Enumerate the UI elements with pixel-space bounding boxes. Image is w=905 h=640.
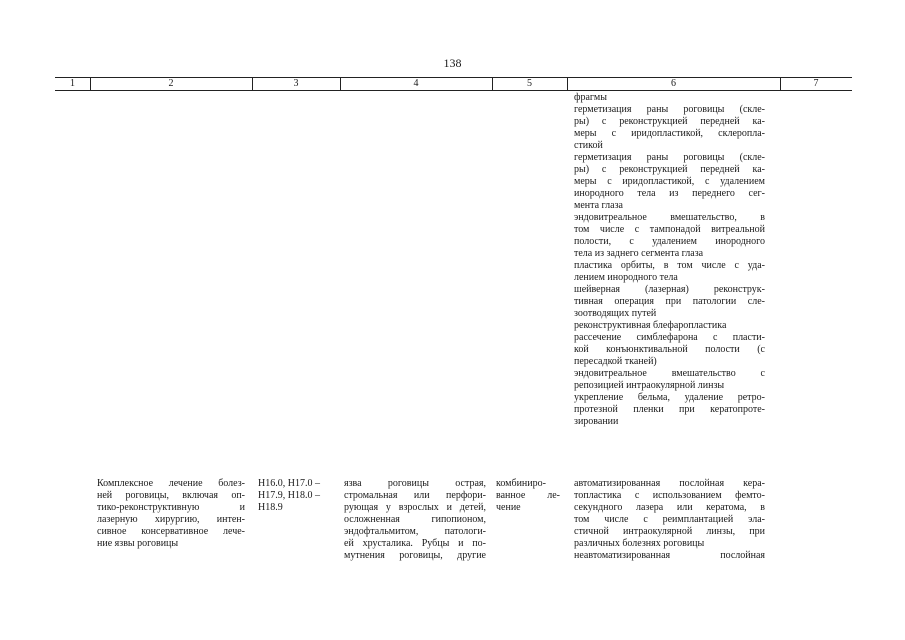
text-line: меры с иридопластикой, склеропла- — [574, 128, 765, 139]
text-line: комбиниро- — [496, 478, 546, 489]
text-line: топластика с использованием фемто- — [574, 490, 765, 501]
intervention-item — [574, 392, 765, 428]
text-line: инородного тела из переднего сег- — [574, 188, 765, 199]
text-line: лением инородного тела — [574, 272, 678, 283]
column-number: 3 — [293, 78, 299, 89]
intervention-item — [574, 368, 765, 392]
text-line: ры) с реконструкцией передней ка- — [574, 116, 765, 127]
text-line: реконструктивная блефаропластика — [574, 320, 727, 331]
treatment-name-cell — [97, 478, 245, 550]
text-line: зировании — [574, 416, 619, 427]
text-line: H16.0, H17.0 – — [258, 478, 320, 489]
text-line: протезной пленки при кератопроте- — [574, 404, 765, 415]
text-line: меры с иридопластикой, с удалением — [574, 176, 765, 187]
text-line: осложненная гипопионом, — [344, 514, 486, 525]
text-line: кой конъюнктивальной полости (с — [574, 344, 765, 355]
text-line: стикой — [574, 140, 603, 151]
text-line: язва роговицы острая, — [344, 478, 486, 489]
text-line: H17.9, H18.0 – — [258, 490, 320, 501]
column-number: 4 — [413, 78, 419, 89]
text-line: ей хрусталика. Рубцы и по- — [344, 538, 486, 549]
text-line: герметизация раны роговицы (скле- — [574, 104, 765, 115]
intervention-item — [574, 260, 765, 284]
text-line: неавтоматизированная послойная — [574, 550, 765, 561]
text-line: ней роговицы, включая оп- — [97, 490, 245, 501]
text-line: пересадкой тканей) — [574, 356, 657, 367]
text-line: мента глаза — [574, 200, 623, 211]
intervention-item — [574, 92, 765, 104]
column-number: 5 — [527, 78, 532, 89]
text-line: мутнения роговицы, другие — [344, 550, 486, 561]
text-line: шейверная (лазерная) реконструк- — [574, 284, 765, 295]
table-header — [55, 77, 852, 91]
text-line: ры) с реконструкцией передней ка- — [574, 164, 765, 175]
intervention-item — [574, 478, 765, 550]
intervention-item — [574, 550, 765, 562]
treatment-method-cell — [574, 478, 765, 562]
text-line: герметизация раны роговицы (скле- — [574, 152, 765, 163]
column-number: 1 — [70, 78, 75, 89]
text-line: автоматизированная послойная кера- — [574, 478, 765, 489]
intervention-item — [574, 320, 765, 332]
text-line: чение — [496, 502, 521, 513]
intervention-item — [574, 332, 765, 368]
text-line: пластика орбиты, в том числе с уда- — [574, 260, 765, 271]
text-line: зоотводящих путей — [574, 308, 657, 319]
text-line: тико-реконструктивную и — [97, 502, 245, 513]
text-line: ние язвы роговицы — [97, 538, 179, 549]
text-line: рассечение симблефарона с пласти- — [574, 332, 765, 343]
column-number: 7 — [813, 78, 819, 89]
intervention-item — [574, 284, 765, 320]
text-line: секундного лазера или кератома, в — [574, 502, 765, 513]
text-line: различных болезнях роговицы — [574, 538, 705, 549]
text-line: эндовитреальное вмешательство с — [574, 368, 765, 379]
text-line: сивное консервативное лече- — [97, 526, 245, 537]
text-line: H18.9 — [258, 502, 283, 513]
interventions-list — [574, 92, 765, 428]
intervention-item — [574, 212, 765, 260]
text-line: эндовитреальное вмешательство, в — [574, 212, 765, 223]
intervention-item — [574, 104, 765, 152]
text-line: укрепление бельма, удаление ретро- — [574, 392, 765, 403]
treatment-type-cell — [496, 478, 560, 514]
text-line: стичной интраокулярной линзы, при — [574, 526, 765, 537]
text-line: тела из заднего сегмента глаза — [574, 248, 704, 259]
icd-codes-cell — [258, 478, 334, 514]
intervention-item — [574, 152, 765, 212]
text-line: том числе с реимплантацией эла- — [574, 514, 765, 525]
text-line: репозицией интраокулярной линзы — [574, 380, 725, 391]
text-line: рующая у взрослых и детей, — [344, 502, 486, 513]
column-number: 2 — [168, 78, 174, 89]
text-line: фрагмы — [574, 92, 607, 103]
text-line: полости, с удалением инородного — [574, 236, 765, 247]
patient-model-cell — [344, 478, 486, 562]
column-number: 6 — [671, 78, 676, 89]
text-line: эндофтальмитом, патологи- — [344, 526, 486, 537]
text-line: том числе с тампонадой витреальной — [574, 224, 765, 235]
text-line: тивная операция при патологии сле- — [574, 296, 765, 307]
text-line: лазерную хирургию, интен- — [97, 514, 245, 525]
text-line: Комплексное лечение болез- — [97, 478, 245, 489]
text-line: ванное ле- — [496, 490, 560, 501]
page-number: 138 — [443, 56, 462, 70]
text-line: стромальная или перфори- — [344, 490, 486, 501]
